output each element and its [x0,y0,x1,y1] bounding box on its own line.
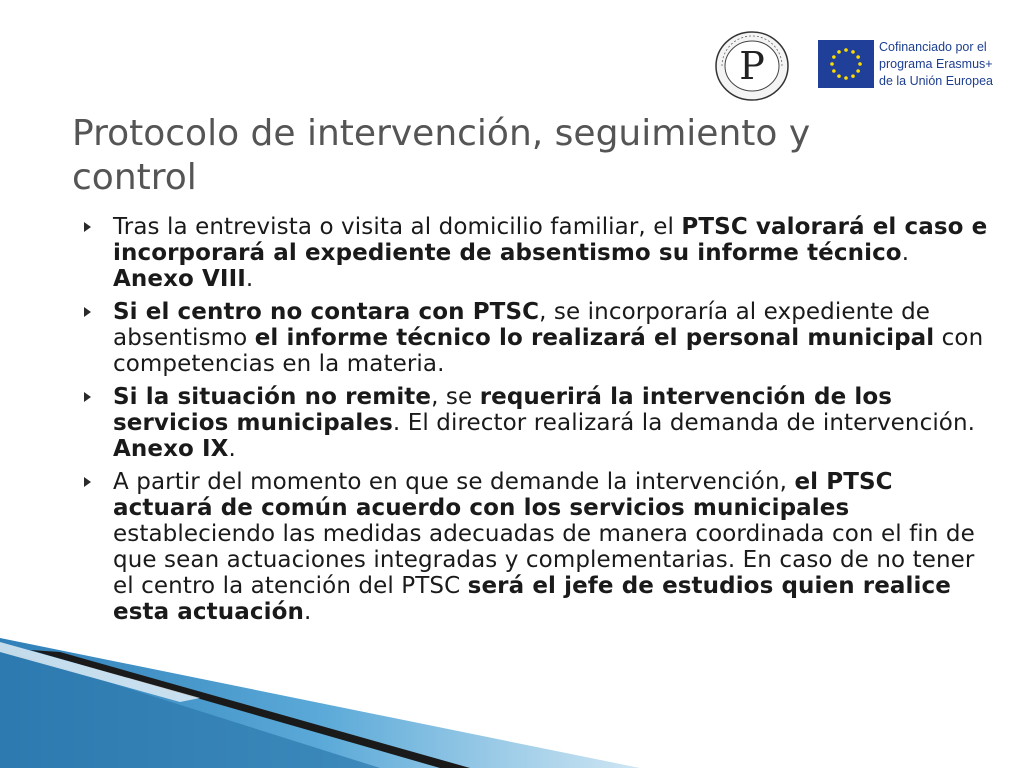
bullet-text: , se [431,384,480,410]
bullet-text: , se incorporaría al expediente de absentismo [113,299,931,351]
eu-star-icon [832,55,836,59]
eu-funding-line: programa Erasmus+ [879,57,993,71]
eu-star-icon [844,76,848,80]
eu-star-icon [832,69,836,73]
decorative-swoosh [0,638,1024,768]
bullet-text: . [245,266,254,292]
eu-funding-line: Cofinanciado por el [879,40,987,54]
bullet-bold-text: PTSC valorará el caso e incorporará al expediente de absentismo su informe técnico [113,214,988,266]
eu-star-icon [856,69,860,73]
eu-star-icon [844,48,848,52]
bullet-item [80,384,990,462]
bullet-arrow-icon [84,392,91,402]
bullet-bold-text: Anexo VIII [113,266,246,292]
eu-flag-logo [818,40,874,88]
eu-star-icon [851,50,855,54]
bullet-arrow-icon [84,477,91,487]
bullet-item [80,214,990,292]
bullet-bold-text: será el jefe de estudios quien realice esta actuación [113,573,951,625]
bullet-text: . El director realizará la demanda de intervención. [392,410,976,436]
bullet-bold-text: Si la situación no remite [113,384,432,410]
bullet-text: Tras la entrevista o visita al domicilio familiar, el [113,214,682,240]
bullet-text: A partir del momento en que se demande la intervención, [113,469,795,495]
bullet-list [80,214,990,632]
bullet-arrow-icon [84,222,91,232]
bullet-bold-text: Anexo IX [113,436,229,462]
slide-title: Protocolo de intervención, seguimiento y control [72,113,811,198]
bullet-text: . [901,240,910,266]
bullet-text: con competencias en la materia. [113,325,984,377]
eu-star-icon [830,62,834,66]
eu-star-icon [837,74,841,78]
emblem-letter: P [739,44,765,88]
eu-star-icon [837,50,841,54]
bullet-bold-text: Si el centro no contara con PTSC [113,299,540,325]
bullet-text: . [228,436,236,462]
bullet-item [80,469,990,625]
bullet-arrow-icon [84,307,91,317]
bullet-bold-text: el PTSC actuará de común acuerdo con los servicios municipales [113,469,893,521]
bullet-text: . [303,599,312,625]
eu-funding-line: de la Unión Europea [879,74,993,88]
bullet-bold-text: requerirá la intervención de los servicios municipales [113,384,893,436]
bullet-bold-text: el informe técnico lo realizará el personal municipal [254,325,935,351]
bullet-text: estableciendo las medidas adecuadas de manera coordinada con el fin de que sean actuaciones integradas y complementarias. En caso de no tener el centro la atención del PTSC [113,521,975,599]
eu-funding-text [879,39,1019,90]
school-emblem-logo [714,30,790,102]
bullet-item [80,299,990,377]
eu-star-icon [858,62,862,66]
eu-star-icon [856,55,860,59]
eu-star-icon [851,74,855,78]
